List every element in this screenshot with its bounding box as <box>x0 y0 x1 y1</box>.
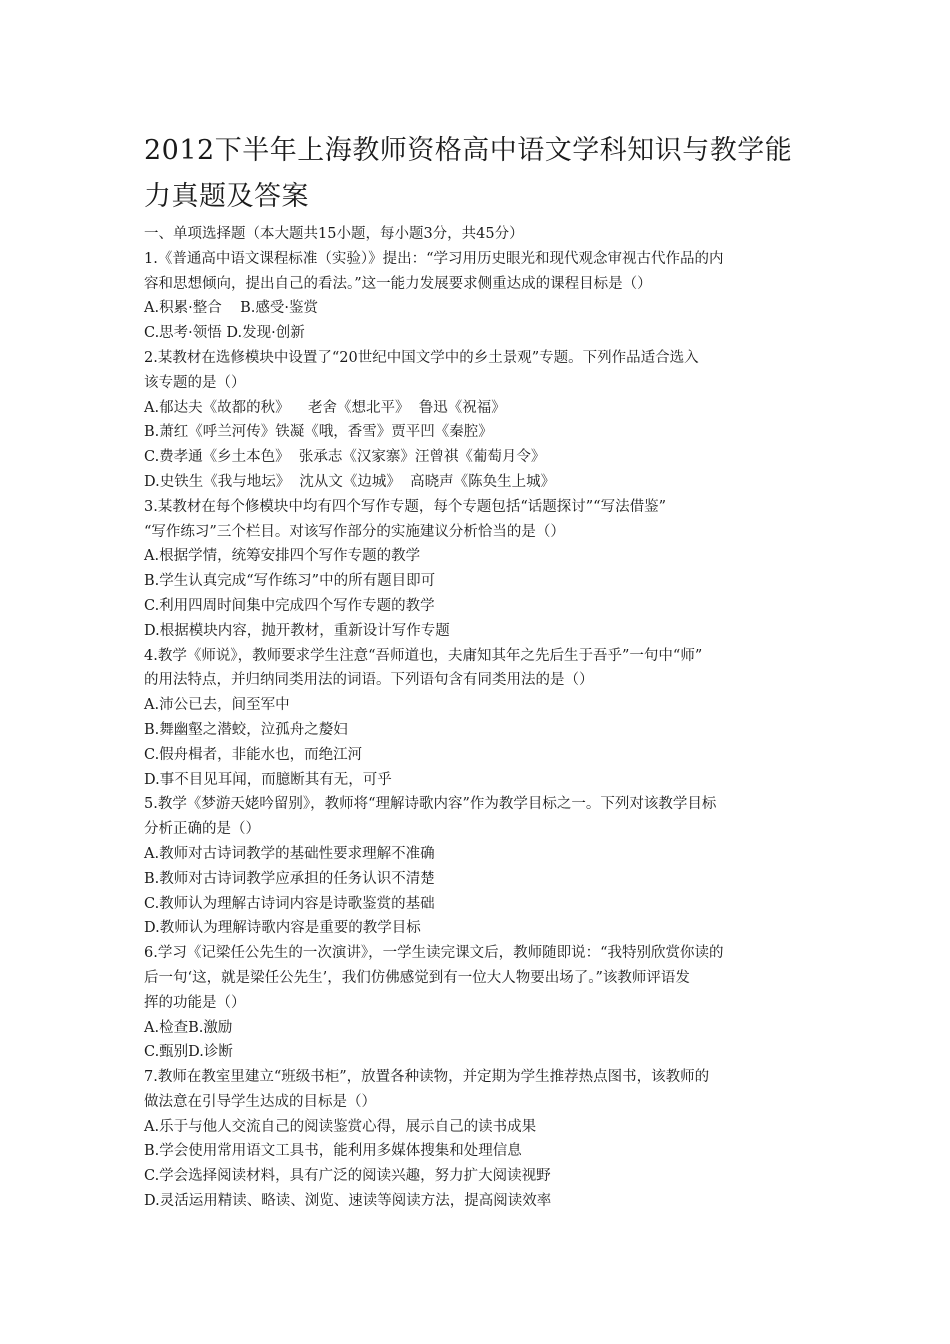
question-3-option: A.根据学情，统筹安排四个写作专题的教学 <box>144 548 421 565</box>
question-6-stem: 后一句‘这，就是梁任公先生’，我们仿佛感觉到有一位大人物要出场了。”该教师评语发 <box>144 969 690 986</box>
question-5-option: B.教师对古诗词教学应承担的任务认识不清楚 <box>144 870 435 887</box>
document-title: 2012下半年上海教师资格高中语文学科知识与教学能力真题及答案 <box>144 135 793 212</box>
question-5-option: C.教师认为理解古诗词内容是诗歌鉴赏的基础 <box>144 895 435 912</box>
question-4-option: C.假舟楫者，非能水也，而绝江河 <box>144 746 363 763</box>
question-4-option: B.舞幽壑之潜蛟，泣孤舟之嫠妇 <box>144 721 348 738</box>
question-7-option: B.学会使用常用语文工具书，能利用多媒体搜集和处理信息 <box>144 1143 522 1160</box>
question-2-option: C.费孝通《乡土本色》 张承志《汉家寨》汪曾祺《葡萄月令》 <box>144 449 546 466</box>
document-page <box>144 128 814 1214</box>
question-4-stem: 4.教学《师说》，教师要求学生注意“吾师道也，夫庸知其年之先后生于吾乎”一句中“师” <box>144 647 703 664</box>
question-2-option: D.史铁生《我与地坛》 沈从文《边城》 高晓声《陈奂生上城》 <box>144 473 556 490</box>
question-3-option: B.学生认真完成“写作练习”中的所有题目即可 <box>144 573 436 590</box>
question-6-stem: 6.学习《记梁任公先生的一次演讲》，一学生读完课文后，教师随即说：“我特别欣赏你读的 <box>144 945 724 962</box>
question-3-stem: “写作练习”三个栏目。对该写作部分的实施建议分析恰当的是（） <box>144 523 565 540</box>
question-7-stem: 做法意在引导学生达成的目标是（） <box>144 1093 376 1110</box>
document-body <box>144 222 814 1214</box>
question-6-stem: 挥的功能是（） <box>144 994 246 1011</box>
question-3-option: C.利用四周时间集中完成四个写作专题的教学 <box>144 597 435 614</box>
section-heading: 一、单项选择题（本大题共15小题，每小题3分，共45分） <box>144 226 524 242</box>
question-1-stem: 1.《普通高中语文课程标准（实验）》提出：“学习用历史眼光和现代观念审视古代作品的内 <box>144 250 724 267</box>
question-4-stem: 的用法特点，并归纳同类用法的词语。下列语句含有同类用法的是（） <box>144 672 594 689</box>
question-2-stem: 2.某教材在选修模块中设置了“20世纪中国文学中的乡土景观”专题。下列作品适合选入 <box>144 349 699 366</box>
question-7-option: D.灵活运用精读、略读、浏览、速读等阅读方法，提高阅读效率 <box>144 1193 552 1210</box>
question-5-stem: 5.教学《梦游天姥吟留别》，教师将“理解诗歌内容”作为教学目标之一。下列对该教学目标 <box>144 796 717 813</box>
question-6-options: C.甄别D.诊断 <box>144 1044 233 1061</box>
question-7-option: A.乐于与他人交流自己的阅读鉴赏心得，展示自己的读书成果 <box>144 1118 537 1135</box>
question-1-stem: 容和思想倾向，提出自己的看法。”这一能力发展要求侧重达成的课程目标是（） <box>144 275 652 292</box>
question-1-options: A.积累·整合 B.感受·鉴赏 <box>144 300 318 317</box>
question-2-option: B.萧红《呼兰河传》铁凝《哦，香雪》贾平凹《秦腔》 <box>144 424 493 441</box>
question-2-option: A.郁达夫《故都的秋》 老舍《想北平》 鲁迅《祝福》 <box>144 399 506 416</box>
question-2-stem: 该专题的是（） <box>144 374 246 391</box>
question-6-options: A.检查B.激励 <box>144 1019 233 1036</box>
question-4-option: A.沛公已去，间至军中 <box>144 697 290 714</box>
question-3-stem: 3.某教材在每个修模块中均有四个写作专题，每个专题包括“话题探讨”“写法借鉴” <box>144 498 666 515</box>
question-7-option: C.学会选择阅读材料，具有广泛的阅读兴趣，努力扩大阅读视野 <box>144 1168 551 1185</box>
question-4-option: D.事不目见耳闻，而臆断其有无，可乎 <box>144 771 392 788</box>
question-5-option: A.教师对古诗词教学的基础性要求理解不准确 <box>144 845 435 862</box>
question-5-stem: 分析正确的是（） <box>144 821 260 838</box>
question-5-option: D.教师认为理解诗歌内容是重要的教学目标 <box>144 920 421 937</box>
question-7-stem: 7.教师在教室里建立“班级书柜”，放置各种读物，并定期为学生推荐热点图书，该教师的 <box>144 1069 710 1086</box>
question-1-options: C.思考·领悟 D.发现·创新 <box>144 325 305 342</box>
question-3-option: D.根据模块内容，抛开教材，重新设计写作专题 <box>144 622 450 639</box>
